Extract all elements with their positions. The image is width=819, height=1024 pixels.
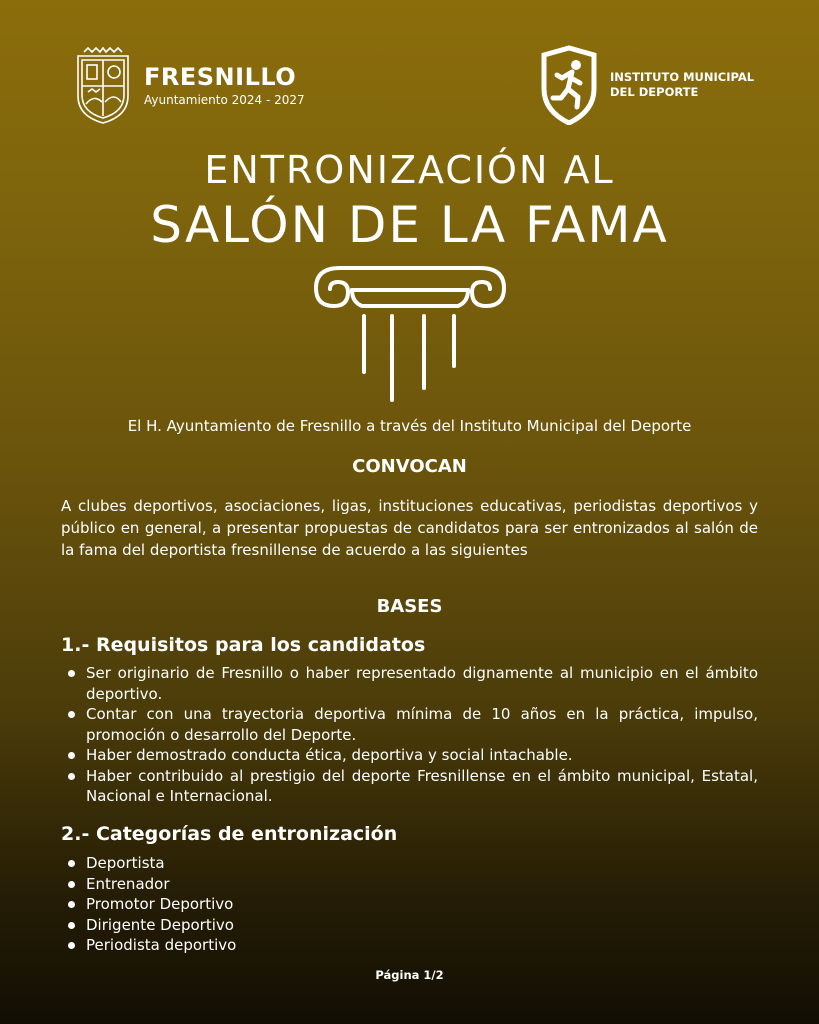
bullet-icon <box>68 922 75 929</box>
runner-shield-icon <box>538 45 600 125</box>
list-item-text: Entrenador <box>86 874 170 893</box>
bullet-icon <box>68 670 75 677</box>
bullet-icon <box>68 901 75 908</box>
list-item <box>61 853 758 874</box>
bullet-icon <box>68 942 75 949</box>
list-item-text: Ser originario de Fresnillo o haber representado dignamente al municipio en el ámbito deportivo. <box>86 664 758 703</box>
list-item-text: Contar con una trayectoria deportiva mínima de 10 años en la práctica, impulso, promoción o desarrollo del Deporte. <box>86 705 758 744</box>
page-indicator: Página 1/2 <box>375 968 444 982</box>
convocan-paragraph: A clubes deportivos, asociaciones, ligas, instituciones educativas, periodistas deportivos y público en general, a presentar propuestas de candidatos para ser entronizados al salón de la fama del deportista fresnillense de acuerdo a las siguientes <box>61 497 758 559</box>
title-line1: ENTRONIZACIÓN AL <box>204 148 615 192</box>
list-item <box>61 766 758 807</box>
section1-heading: 1.- Requisitos para los candidatos <box>61 634 426 656</box>
bullet-icon <box>68 752 75 759</box>
bullet-icon <box>68 773 75 780</box>
list-item <box>61 663 758 704</box>
ayuntamiento-period: Ayuntamiento 2024 - 2027 <box>144 93 305 107</box>
bullet-icon <box>68 711 75 718</box>
list-item <box>61 704 758 745</box>
bases-heading: BASES <box>376 596 443 617</box>
section2-heading: 2.- Categorías de entronización <box>61 823 398 845</box>
convocan-heading: CONVOCAN <box>352 456 467 477</box>
requirements-list <box>61 663 758 807</box>
instituto-name-line2: DEL DEPORTE <box>610 85 699 99</box>
fresnillo-logo <box>72 46 305 126</box>
title-line2: SALÓN DE LA FAMA <box>150 196 669 254</box>
list-item-text: Periodista deportivo <box>86 936 237 954</box>
list-item-text: Haber contribuido al prestigio del deporte Fresnillense en el ámbito municipal, Estatal, Nacional e Internacional. <box>86 766 758 805</box>
categories-list <box>61 853 758 956</box>
municipal-crest-icon <box>72 46 134 126</box>
list-item-text: Haber demostrado conducta ética, deportiva y social intachable. <box>86 746 573 764</box>
list-item <box>61 745 758 766</box>
bullet-icon <box>68 860 75 867</box>
instituto-logo <box>538 45 754 125</box>
bullet-icon <box>68 881 75 888</box>
list-item-text: Deportista <box>86 854 165 872</box>
list-item <box>61 894 758 915</box>
instituto-name-line1: INSTITUTO MUNICIPAL <box>610 70 755 84</box>
list-item-text: Promotor Deportivo <box>86 895 234 913</box>
list-item <box>61 915 758 936</box>
ionic-column-icon <box>312 262 508 404</box>
list-item-text: Dirigente Deportivo <box>86 915 234 934</box>
list-item <box>61 874 758 895</box>
intro-text: El H. Ayuntamiento de Fresnillo a través del Instituto Municipal del Deporte <box>127 417 692 435</box>
list-item <box>61 935 758 956</box>
fresnillo-brand: FRESNILLO <box>144 63 297 91</box>
